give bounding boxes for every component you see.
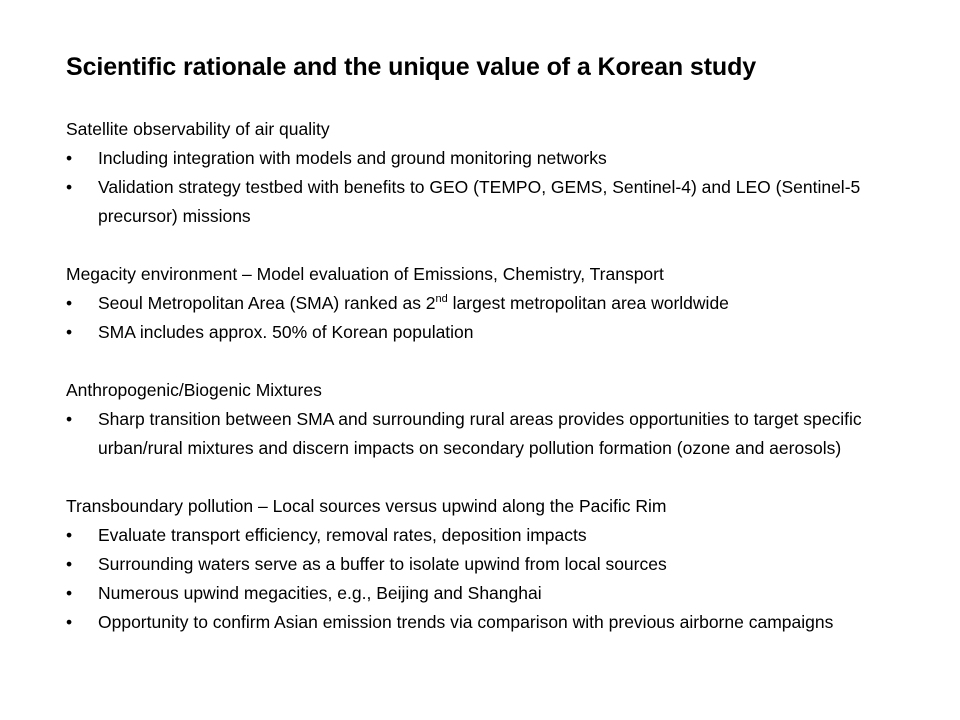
bullet-item [66,318,936,347]
slide-title: Scientific rationale and the unique value of a Korean study [66,53,757,81]
bullet-text: Including integration with models and ground monitoring networks [98,148,607,168]
bullet-item [66,550,936,579]
bullet-icon: • [66,525,73,545]
section-megacity-environment [66,260,936,347]
bullet-text-before: Seoul Metropolitan Area (SMA) ranked as 2 [98,293,436,313]
bullet-text: Validation strategy testbed with benefits to GEO (TEMPO, GEMS, Sentinel-4) and LEO (Sentinel-5 precursor) missions [98,177,861,226]
section-heading: Megacity environment – Model evaluation of Emissions, Chemistry, Transport [66,264,664,284]
slide-content [66,115,936,666]
section-transboundary-pollution [66,492,936,637]
section-heading: Satellite observability of air quality [66,119,330,139]
section-heading: Anthropogenic/Biogenic Mixtures [66,380,322,400]
bullet-item [66,579,936,608]
bullet-icon: • [66,322,73,342]
bullet-text: Sharp transition between SMA and surrounding rural areas provides opportunities to target specific urban/rural mixtures and discern impacts on secondary pollution formation (ozone and aerosols) [98,409,862,458]
bullet-icon: • [66,148,73,168]
ordinal-suffix: nd [435,293,448,305]
bullet-item [66,289,936,318]
bullet-text: Surrounding waters serve as a buffer to isolate upwind from local sources [98,554,667,574]
bullet-item [66,173,936,231]
bullet-text: Opportunity to confirm Asian emission trends via comparison with previous airborne campaigns [98,612,834,632]
bullet-icon: • [66,612,73,632]
bullet-icon: • [66,293,73,313]
bullet-text: SMA includes approx. 50% of Korean population [98,322,474,342]
bullet-item [66,144,936,173]
bullet-text-after: largest metropolitan area worldwide [447,293,729,313]
bullet-item [66,405,936,463]
bullet-text: Numerous upwind megacities, e.g., Beijing and Shanghai [98,583,542,603]
bullet-text [98,293,729,313]
section-satellite-observability [66,115,936,231]
bullet-icon: • [66,177,73,197]
bullet-icon: • [66,409,73,429]
bullet-icon: • [66,583,73,603]
section-anthropogenic-biogenic [66,376,936,463]
bullet-text: Evaluate transport efficiency, removal rates, deposition impacts [98,525,587,545]
section-heading: Transboundary pollution – Local sources versus upwind along the Pacific Rim [66,496,667,516]
bullet-icon: • [66,554,73,574]
bullet-item [66,608,936,637]
bullet-item [66,521,936,550]
